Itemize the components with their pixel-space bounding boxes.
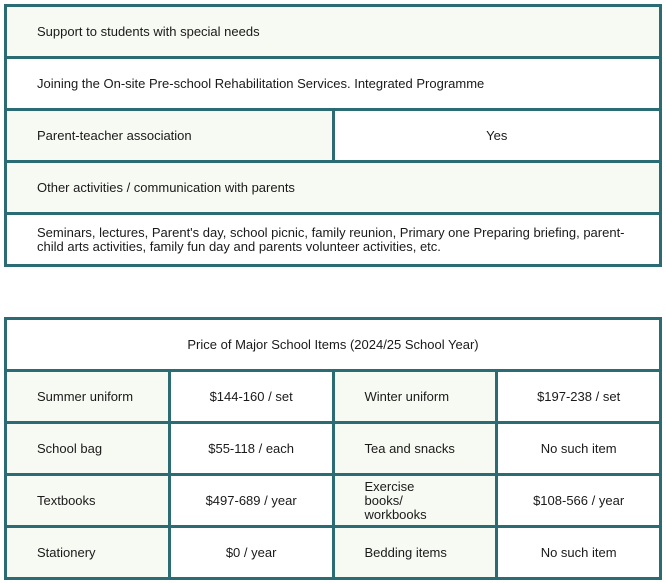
table-header-row xyxy=(6,319,661,371)
pta-label: Parent-teacher association xyxy=(6,110,334,162)
table-row xyxy=(6,371,661,423)
item-price: $55-118 / each xyxy=(169,423,333,475)
school-info-table xyxy=(4,4,662,267)
other-activities-label: Other activities / communication with parents xyxy=(6,162,661,214)
table-row xyxy=(6,58,661,110)
item-label: Winter uniform xyxy=(333,371,497,423)
table-row xyxy=(6,423,661,475)
item-label: Exercise books/ workbooks xyxy=(333,475,497,527)
item-label: Textbooks xyxy=(6,475,170,527)
table-row xyxy=(6,475,661,527)
item-price: $197-238 / set xyxy=(497,371,661,423)
item-price: $0 / year xyxy=(169,527,333,579)
special-needs-label: Support to students with special needs xyxy=(6,6,661,58)
item-label: Stationery xyxy=(6,527,170,579)
pta-value: Yes xyxy=(333,110,661,162)
table-row xyxy=(6,162,661,214)
item-price: No such item xyxy=(497,527,661,579)
table-row xyxy=(6,214,661,266)
item-price: $108-566 / year xyxy=(497,475,661,527)
price-table xyxy=(4,317,662,580)
item-label: School bag xyxy=(6,423,170,475)
item-label: Bedding items xyxy=(333,527,497,579)
item-label: Summer uniform xyxy=(6,371,170,423)
item-price: $144-160 / set xyxy=(169,371,333,423)
item-price: $497-689 / year xyxy=(169,475,333,527)
table-row xyxy=(6,110,661,162)
table-row xyxy=(6,6,661,58)
other-activities-details: Seminars, lectures, Parent's day, school picnic, family reunion, Primary one Preparing briefing, parent-child arts activities, family fun day and parents volunteer activities, etc. xyxy=(6,214,661,266)
item-price: No such item xyxy=(497,423,661,475)
table-row xyxy=(6,527,661,579)
price-table-title: Price of Major School Items (2024/25 School Year) xyxy=(6,319,661,371)
item-label: Tea and snacks xyxy=(333,423,497,475)
rehabilitation-services-label: Joining the On-site Pre-school Rehabilitation Services. Integrated Programme xyxy=(6,58,661,110)
